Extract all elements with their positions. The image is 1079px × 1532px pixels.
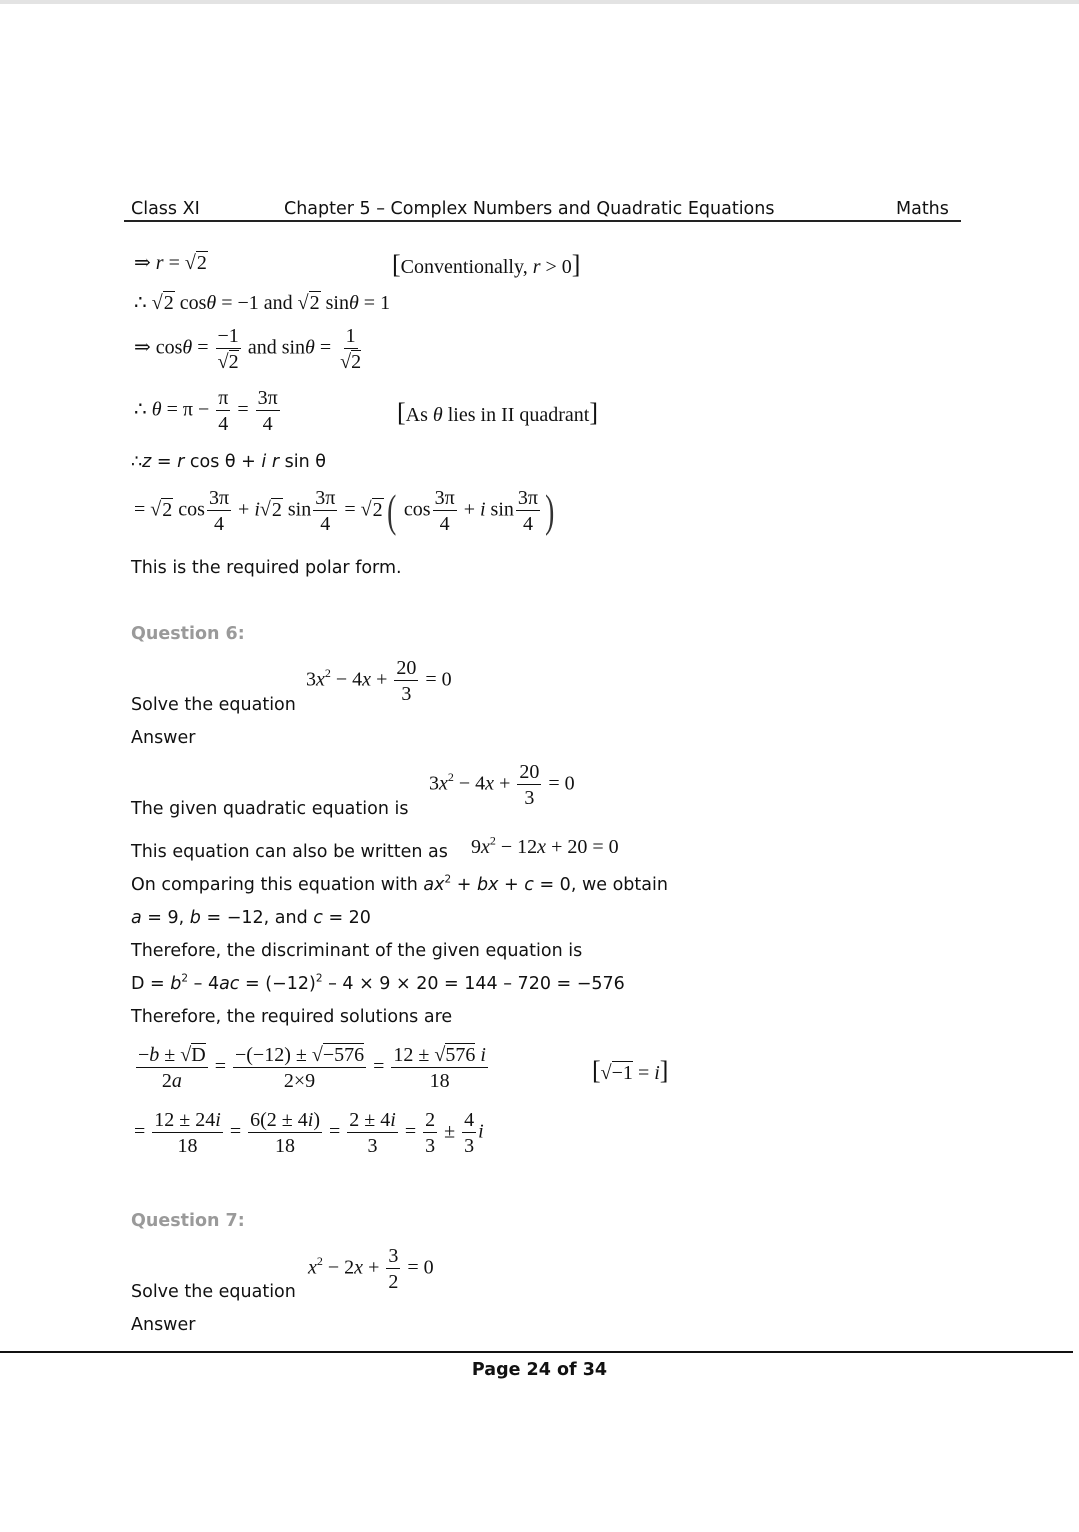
q6-compare-text: On comparing this equation with $ax^2$ + bx + c = 0, we obtain <box>131 873 668 895</box>
q6-discriminant-text: Therefore, the discriminant of the given equation is <box>131 941 583 961</box>
question-7-label: Question 7: <box>131 1211 245 1231</box>
q6-rewritten-text: This equation can also be written as <box>131 842 448 862</box>
q7-equation: $x^2 - 2x$ + $\frac{3}{2}$ = 0 <box>308 1245 434 1293</box>
q6-solutions-text: Therefore, the required solutions are <box>131 1007 453 1027</box>
q6-discriminant-equation: $D = b^2 - 4ac = (-12)^2 - 4 \times 9 \times 20 = 144 - 720 = -576$ <box>131 972 625 994</box>
q6-answer-label: Answer <box>131 728 196 748</box>
q6-given-text: The given quadratic equation is <box>131 799 409 819</box>
q6-solution-row-2: = $\frac{12 \pm 24i}{18}$ = $\frac{6(2 \pm 4i)}{18}$ = $\frac{2 \pm 4i}{3}$ = $\frac{2}{3}$ ± $\frac{4}{3}$ i <box>134 1109 484 1157</box>
page-number: Page 24 of 34 <box>471 1360 608 1380</box>
header-subject: Maths <box>896 199 949 219</box>
header-chapter-title: Chapter 5 – Complex Numbers and Quadratic Equations <box>284 199 775 219</box>
q6-coefficients: a = 9, b = −12, and c = 20 <box>131 908 371 928</box>
q6-prompt: Solve the equation <box>131 695 296 715</box>
header-divider <box>124 220 961 222</box>
header-class: Class XI <box>131 199 200 219</box>
q6-solution-row-1: $\frac{-b \pm √D}{2a}$ = $\frac{-(-12) \pm √-576}{2\times 9}$ = $\frac{12 \pm √576 i}{18}$ <box>138 1044 486 1092</box>
polar-form-conclusion: This is the required polar form. <box>131 558 402 578</box>
footer-divider <box>0 1351 1073 1353</box>
q6-equation: $3x^2 - 4x$ + $\frac{20}{3}$ = 0 <box>306 657 452 705</box>
math-theta-value: ∴ θ = π − $\frac{\pi}{4}$ = $\frac{3\pi}{4}$ <box>134 387 278 435</box>
math-cos-sin-equations: ∴ √2 cosθ = −1 and √2 sinθ = 1 <box>134 292 391 314</box>
question-6-label: Question 6: <box>131 624 245 644</box>
top-toolbar-strip <box>0 0 1079 4</box>
math-note-quadrant: [As θ lies in II quadrant] <box>397 398 599 427</box>
math-note-conventionally: [Conventionally, r > 0] <box>392 250 581 279</box>
q7-answer-label: Answer <box>131 1315 196 1335</box>
math-r-equals-sqrt2: ⇒ r = √2 <box>134 252 207 274</box>
math-cos-sin-values: ⇒ cosθ = $\frac{-1}{√2}$ and sinθ = $\frac{1}{√2}$ <box>134 325 362 373</box>
q6-note-sqrt-neg1: [√−1 = i] <box>592 1056 669 1085</box>
math-z-polar-general: ∴z = r cos θ + i r sin θ <box>131 452 326 472</box>
math-z-polar-specific: = √2 cos $\frac{3\pi}{4}$ + i√2 sin $\frac{3\pi}{4}$ = √2( cos $\frac{3\pi}{4}$ + i sin $\frac{3\pi}{4}$ ) <box>134 485 555 536</box>
q7-prompt: Solve the equation <box>131 1282 296 1302</box>
q6-rewritten-equation: $9x^2 - 12x + 20 = 0$ <box>471 833 619 858</box>
q6-given-equation: $3x^2 - 4x$ + $\frac{20}{3}$ = 0 <box>429 761 575 809</box>
